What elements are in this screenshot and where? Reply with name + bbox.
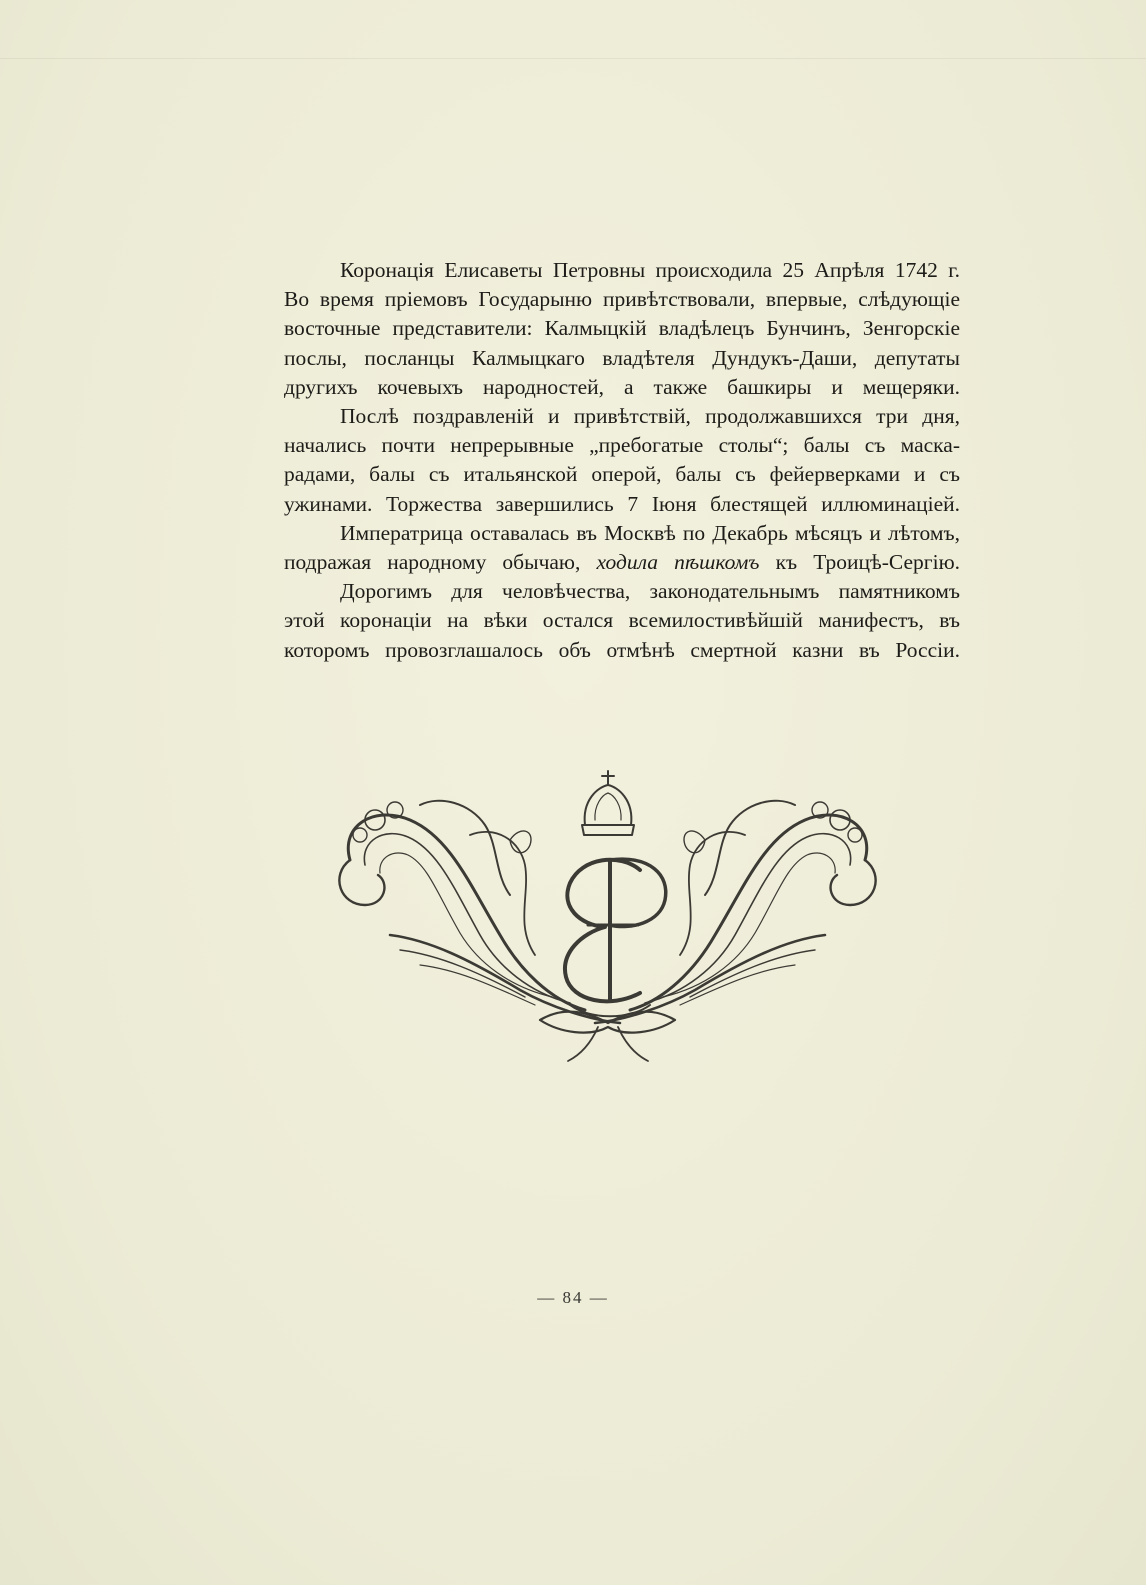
paragraph-3 (284, 519, 960, 577)
text-line: Императрица оставалась въ Москвѣ по Декабрь мѣсяцъ и лѣтомъ, (340, 520, 960, 545)
crowned-monogram-ornament-icon (320, 765, 895, 1065)
paragraph-4 (284, 577, 960, 665)
italic-emphasis: ходила пѣшкомъ (596, 550, 760, 575)
page-number: — 84 — (537, 1288, 609, 1307)
text-line: которомъ провозглашалось объ отмѣнѣ смертной казни въ Россіи. (284, 637, 960, 662)
text-line: послы, посланцы Калмыцкаго владѣтеля Дундукъ-Даши, депутаты (284, 345, 960, 370)
body-text (284, 256, 960, 665)
text-fragment: къ Троицѣ-Сергію. (775, 550, 961, 575)
text-line: восточные представители: Калмыцкій владѣлецъ Бунчинъ, Зенгорскіе (284, 316, 960, 341)
paper-fold (0, 58, 1146, 59)
text-line: ужинами. Торжества завершились 7 Іюня блестящей иллюминаціей. (284, 491, 960, 516)
text-line: Во время пріемовъ Государыню привѣтствовали, впервые, слѣдующіе (284, 287, 960, 312)
text-line: Коронація Елисаветы Петровны происходила 25 Апрѣля 1742 г. (340, 258, 960, 282)
text-line: Дорогимъ для человѣчества, законодательнымъ памятникомъ (340, 579, 960, 604)
text-line: Послѣ поздравленій и привѣтствій, продолжавшихся три дня, (340, 404, 960, 429)
text-line (284, 548, 960, 577)
paragraph-1 (284, 256, 960, 402)
text-line: другихъ кочевыхъ народностей, а также башкиры и мещеряки. (284, 374, 960, 399)
text-line: радами, балы съ итальянской оперой, балы съ фейерверками и съ (284, 462, 960, 487)
text-line: начались почти непрерывные „пребогатые столы“; балы съ маска- (284, 433, 960, 458)
paragraph-2 (284, 402, 960, 519)
text-fragment: подражая народному обычаю, (284, 550, 581, 575)
text-line: этой коронаціи на вѣки остался всемилостивѣйшій манифестъ, въ (284, 608, 960, 633)
